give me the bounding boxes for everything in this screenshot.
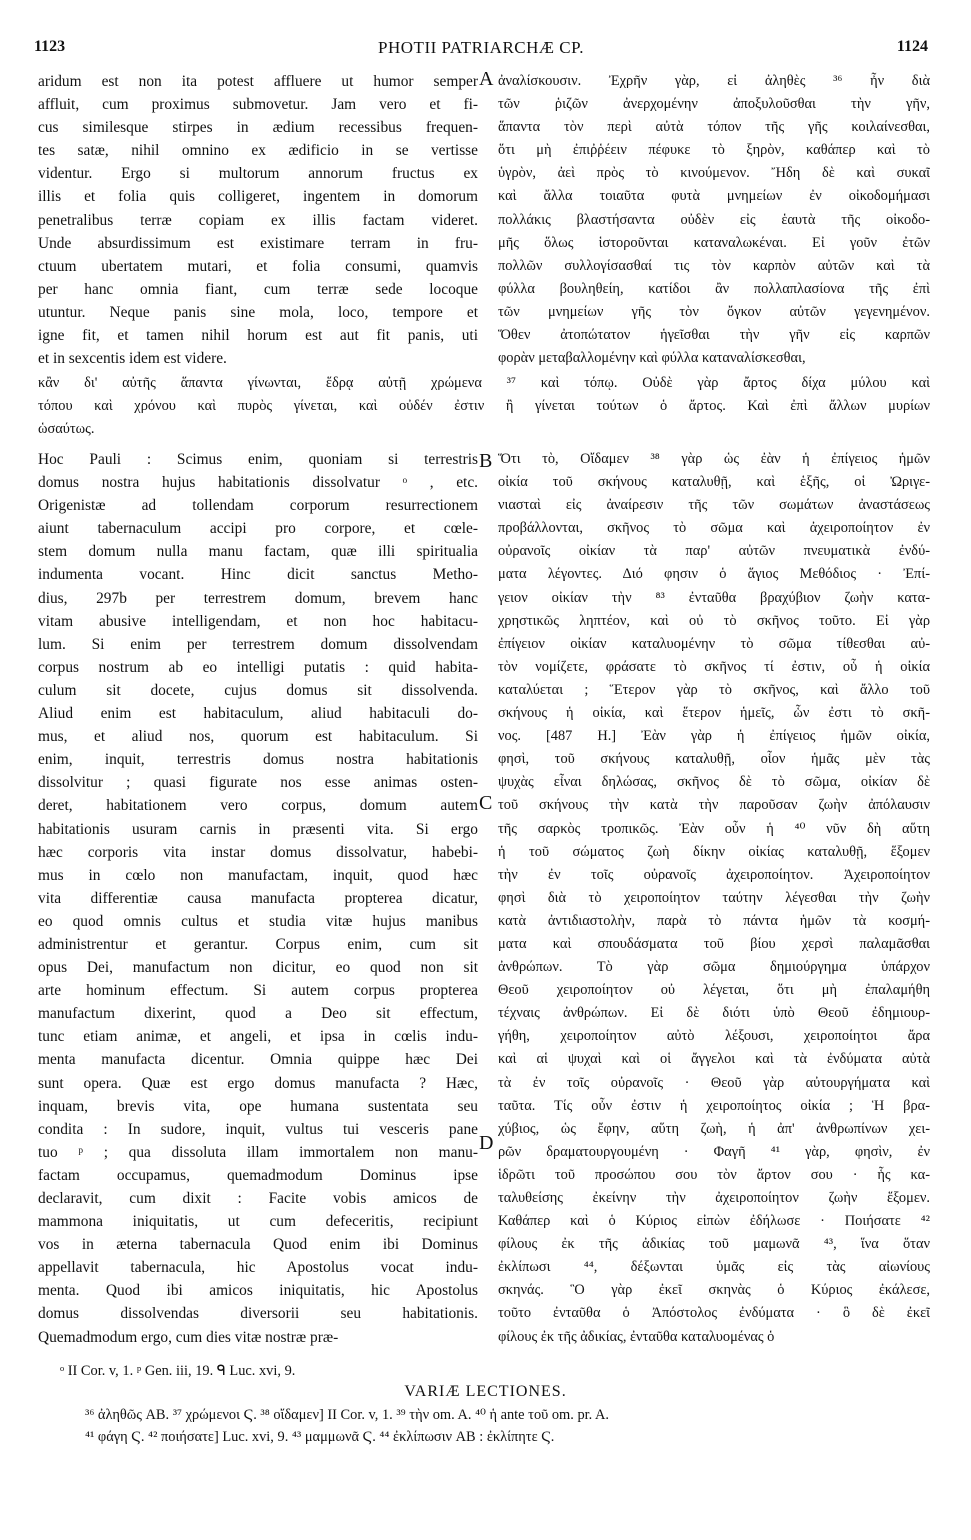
latin-text-line: factam occupamus, quemadmodum Dominus ipse — [38, 1166, 478, 1184]
greek-text-line: πολλάκις βλαστήσαντα οὐδὲν εἰς ἑαυτὰ τῆς οἰκοδο- — [498, 211, 930, 228]
greek-text-line: χρηστικῶς ληπτέον, καὶ οὐ τὸ σκῆνος τοῦτο. Εἰ γὰρ — [498, 612, 930, 629]
section-marker-c: C — [479, 792, 493, 814]
variae-lectiones-title: VARIÆ LECTIONES. — [404, 1383, 567, 1400]
latin-text-line: per hanc omnia fiant, cum terræ sede locoque — [38, 280, 478, 298]
greek-column-main — [498, 448, 930, 1349]
variae-line: ³⁶ ἀληθῶς AB. ³⁷ χρώμενοι Ϛ. ³⁸ οἴδαμεν] II Cor. v, 1. ³⁹ τὴν om. A. ⁴⁰ ἡ ante τοῦ om. pr. A. — [85, 1407, 610, 1423]
latin-text-line: eo quod omnis cultus et studia vitæ hujus manibus — [38, 912, 478, 930]
latin-text-line: menta manufacta dicentur. Omnia quippe hæc Dei — [38, 1051, 478, 1069]
greek-text-line: κατὰ ἀντιδιαστολὴν, παρὰ τὸ πάντα ἡμῶν τὰ κοσμή- — [498, 912, 930, 929]
greek-text-line: τῶν ῥιζῶν ἀνερχομένην ἀποξυλοῦσθαι τὴν γῆν, — [498, 96, 930, 113]
greek-text-line: ἅπαντα τὸν περὶ αὐτὰ τόπον τῆς γῆς κοιλαίνεσθαι, — [498, 119, 930, 136]
latin-text-line: vita differentiæ causa manufacta propterea dicatur, — [38, 889, 478, 907]
greek-text-line: ἐπίγειον οἰκίαν καταλυομένην τὸ σῶμα τίθεσθαι αὐ- — [498, 635, 930, 652]
page-number-left: 1123 — [34, 38, 66, 55]
latin-text-line: videntur. Ergo si multorum annorum fructus ex — [38, 165, 478, 183]
greek-text-line: γειον οἰκίαν τὴν ⁸³ ἐνταῦθα βραχύβιον ζωὴν κατα- — [498, 589, 930, 606]
page-header — [34, 38, 928, 62]
greek-text-line: Ὅθεν ἀτοπώτατον ἡγεῖσθαι τὴν γῆν εἰς καρπῶν — [498, 327, 930, 344]
latin-text-line: Unde absurdissimum est existimare terram in fru- — [38, 234, 478, 252]
latin-text-line: habitationis usuram carnis in præsenti vita. Si ergo — [38, 820, 478, 838]
latin-text-line: penetralibus terræ copiam ex illis factam videret. — [38, 211, 478, 229]
greek-text-line: φησὶ διὰ τὸ χειροποίητον ταύτην λέγεσθαι τὴν ζωὴν — [498, 889, 930, 906]
greek-text-line: τὰ ἐν τοῖς οὐρανοῖς · Θεοῦ γὰρ αὐτουργήματα καὶ — [498, 1074, 930, 1091]
section-marker-b: B — [479, 450, 493, 472]
latin-text-line: vitam abusive intelligendam, et non hoc habitacu- — [38, 612, 478, 630]
latin-text-line: aridum est non ita potest affluere ut humor semper — [38, 73, 478, 90]
greek-text-line: χύβιος, ὡς ἔφην, αὕτη ζωὴ, ἡ ἀπ' ἀνθρωπίνων χει- — [498, 1120, 930, 1137]
latin-text-line: culum sit docete, cujus domus sit dissolvenda. — [38, 681, 478, 699]
latin-text-line: illis et folia quis colligeret, ingentem in domorum — [38, 188, 478, 206]
latin-text-line: enim, inquit, terrestris domus nostra habitationis — [38, 751, 478, 769]
latin-text-line: deret, habitationem vero corpus, domum autem — [38, 797, 478, 815]
greek-text-line: ἱδρῶτι τοῦ προσώπου σου τὸν ἄρτον σου · ἧς κα- — [498, 1166, 930, 1183]
greek-text-line: γήθη, χειροποίητον αὐτὸ λέξουσι, χειροποίητοι ἄρα — [498, 1028, 930, 1045]
latin-text-line: manufactum dixerint, quod a Deo sit effectum, — [38, 1005, 478, 1023]
latin-column-main — [38, 448, 478, 1349]
running-title: PHOTII PATRIARCHÆ CP. — [378, 38, 584, 57]
latin-text-line: et in sexcentis idem est videre. — [38, 350, 227, 368]
latin-text-line: lum. Si enim per terrestrem domum dissolvendam — [38, 635, 478, 653]
latin-text-line: igne fit, et tamen nihil horum est aut fit panis, uti — [38, 327, 478, 345]
variae-line: ⁴¹ φάγη Ϛ. ⁴² ποιήσατε] Luc. xvi, 9. ⁴³ μαμμωνᾶ Ϛ. ⁴⁴ ἐκλίπωσιν AB : ἐκλίπητε Ϛ. — [85, 1429, 555, 1445]
footnotes: ᵒ II Cor. v, 1. ᵖ Gen. iii, 19. ᑫ Luc. xvi, 9. — [60, 1363, 296, 1379]
latin-text-line: Quemadmodum ergo, cum dies vitæ nostræ præ- — [38, 1328, 339, 1346]
greek-text-line: ματα καὶ σπουδάσματα τοῦ βίου χερσὶ παλαμᾶσθαι — [498, 935, 930, 952]
latin-text-line: ctuum ubertatem mutari, et folia consumi, quamvis — [38, 257, 478, 275]
greek-column-top — [498, 70, 930, 370]
greek-text-line: ἡ τοῦ σώματος ζωὴ δίκην οἰκίας καταλυθῇ, ἕξομεν — [498, 843, 930, 860]
greek-text-line: ταλυθείσης ἐκείνην τὴν ἀχειροποίητον ζωὴν ἕξομεν. — [498, 1190, 930, 1206]
latin-text-line: tuo ᵖ ; qua dissoluta illam immortalem non manu- — [38, 1143, 478, 1161]
latin-text-line: tunc etiam animæ, et angeli, et ipsa in cœlis indu- — [38, 1028, 478, 1046]
greek-text-line: φορὰν μεταβαλλομένην καὶ φύλλα καταναλίσκεσθαι, — [498, 350, 806, 367]
greek-text-line: ἀνθρώπων. Τὸ γὰρ σῶμα δημιούργημα ὑπάρχον — [498, 959, 930, 976]
greek-text-line: τοῦ σκήνους τὴν κατὰ τὴν παροῦσαν ζωὴν ἀπόλαυσιν — [498, 797, 930, 814]
latin-text-line: utuntur. Neque panis sine mola, loco, tempore et — [38, 303, 478, 321]
greek-text-line: οὐρανοῖς οἰκίαν τὰ παρ' αὐτῶν πνευματικὰ ἐνδύ- — [498, 543, 930, 560]
latin-text-line: corpus nostrum ab eo intelligi putatis : quid habita- — [38, 658, 478, 676]
greek-text-line: ἐκλίπωσι ⁴⁴, δέξωνται ὑμᾶς εἰς τὰς αἰωνίους — [498, 1259, 930, 1276]
latin-text-line: aiunt tabernaculum accipi pro corpore, et cœle- — [38, 520, 478, 538]
greek-text-line: φίλους ἐκ τῆς ἀδικίας, ἐνταῦθα καταλυομένας ὁ — [498, 1328, 775, 1345]
greek-text-line: οἰκία τοῦ σκήνους καταλυθῇ, καὶ ἑξῆς, οἱ Ὠριγε- — [498, 474, 930, 491]
latin-text-line: mus, et aliud nos, quorum est habitaculum. Si — [38, 728, 478, 746]
greek-text-line: σκήνους ἡ οἰκία, καὶ ἕτερον ἡμεῖς, ὧν ἐστι τὸ σκῆ- — [498, 705, 930, 722]
latin-text-line: cus similesque stirpes in ædium recessibus frequen- — [38, 119, 478, 137]
latin-text-line: Origenistæ ad tollendam corporum resurrectionem — [38, 497, 478, 515]
latin-column-top — [38, 70, 478, 370]
latin-text-line: vos in æterna tabernacula Quod enim ibi Dominus — [38, 1236, 478, 1254]
greek-text-line: ὡσαύτως. — [38, 421, 95, 438]
latin-text-line: hæc corporis vita instar domus dissolvatur, habebi- — [38, 843, 478, 861]
greek-text-line: Ὅτι τὸ, Οἴδαμεν ³⁸ γὰρ ὡς ἐὰν ἡ ἐπίγειος ἡμῶν — [498, 451, 930, 467]
section-marker-d: D — [479, 1132, 494, 1154]
greek-text-line: τοῦτο ἐνταῦθα ὁ Ἀπόστολος ἐνδύματα · ὃ δὲ ἐκεῖ — [498, 1305, 930, 1322]
greek-text-line: κἂν δι' αὐτῆς ἅπαντα γίνωνται, ἕδρᾳ αὐτῇ χρώμενα ³⁷ καὶ τόπῳ. Οὐδὲ γὰρ ἄρτος δίχα μύλου καὶ — [38, 375, 930, 391]
latin-text-line: sunt opera. Quæ est ergo domus manufacta ? Hæc, — [38, 1074, 478, 1092]
latin-text-line: appellavit tabernacula, hic Apostolus vocat indu- — [38, 1259, 478, 1277]
greek-text-line: σκηνάς. Ὃ γὰρ ἐκεῖ σκηνὰς ὁ Κύριος ἐκάλεσε, — [498, 1282, 930, 1299]
greek-text-line: τὸν νομίζετε, φράσατε τὸ σκῆνος τί ἐστιν, οὗ ἡ οἰκία — [498, 658, 930, 675]
greek-text-line: Θεοῦ χειροποίητον οὐ λέγεται, ὅτι μὴ ἐπαλαμήθη — [498, 982, 930, 999]
greek-text-line: τῆς σαρκὸς τροπικῶς. Ἐὰν οὖν ἡ ⁴⁰ νῦν δὴ αὕτη — [498, 820, 930, 837]
latin-text-line: administrentur et gerantur. Corpus enim, cum sit — [38, 935, 478, 953]
greek-text-line: καὶ αἱ ψυχαὶ καὶ οἱ ἄγγελοι καὶ τὰ ἐνδύματα αὐτὰ — [498, 1051, 930, 1068]
greek-text-line: μῆς ὅλως ἱστοροῦνται καταναλωκέναι. Εἰ γοῦν ἐτῶν — [498, 234, 930, 251]
greek-text-line: ταῦτα. Τίς οὖν ἐστιν ἡ χειροποίητος οἰκία ; Ἡ βρα- — [498, 1097, 930, 1114]
greek-text-line: τῶν μνημείων γῆς τὸν ὄγκον αὐτῶν γεγενημένον. — [498, 303, 930, 320]
latin-text-line: mammona iniquitatis, ut cum defeceritis, recipiunt — [38, 1213, 478, 1231]
latin-text-line: tes satæ, nihil omnino ex ædificio in se vertisse — [38, 142, 478, 160]
greek-text-line: τέχναις ἀνθρώπων. Εἰ δὲ διότι ὑπὸ Θεοῦ ἐδημιουρ- — [498, 1005, 930, 1022]
greek-text-line: πολλῶν συλλογίσασθαί τις τὸν καρπὸν αὐτῶν καὶ τὰ — [498, 257, 930, 274]
latin-text-line: mus in cœlo non manufactam, inquit, quod hæc — [38, 866, 478, 884]
latin-text-line: declaravit, cum dixit : Facite vobis amicos de — [38, 1190, 478, 1207]
latin-text-line: indumenta vocant. Hinc dicit sanctus Metho- — [38, 566, 478, 584]
latin-text-line: Hoc Pauli : Scimus enim, quoniam si terrestris — [38, 451, 478, 468]
latin-text-line: condita : In sudore, inquit, vultus tui vesceris pane — [38, 1120, 478, 1138]
latin-text-line: inquam, brevis vita, ope humana sustentata seu — [38, 1097, 478, 1115]
latin-text-line: domus nostra hujus habitationis dissolvatur ᵒ , etc. — [38, 474, 478, 492]
greek-text-line: προβάλλονται, σκῆνος τὸ σῶμα καὶ ἀχειροποίητον ἐν — [498, 520, 930, 537]
latin-text-line: stem domum nulla manu factam, quæ illi spiritualia — [38, 543, 478, 561]
greek-text-line: νιασταὶ εἰς ἀναίρεσιν τῆς τῶν σωμάτων ἀναστάσεως — [498, 497, 930, 514]
greek-text-line: ἀναλίσκουσιν. Ἐχρῆν γὰρ, εἰ ἀληθὲς ³⁶ ἦν διὰ — [498, 73, 930, 89]
greek-text-line: τὴν ἐν τοῖς οὐρανοῖς ἀχειροποίητον. Ἀχειροποίητον — [498, 866, 930, 883]
page-number-right: 1124 — [896, 38, 928, 55]
greek-text-line: φησὶ, τοῦ σκήνους καταλυθῇ, οἷον ἡμᾶς μὲν τὰς — [498, 751, 930, 768]
greek-text-line: φίλους ἐκ τῆς ἀδικίας τοῦ μαμωνᾶ ⁴³, ἵνα ὅταν — [498, 1236, 930, 1253]
greek-text-line: φύλλα βουληθείη, κατίδοι ἂν πολλαπλασίονα τῆς ἐπὶ — [498, 280, 930, 297]
greek-text-line: ψυχὰς εἶναι δηλώσας, σκῆνος δὲ τὸ σῶμα, οἰκίαν δὲ — [498, 774, 930, 791]
greek-text-line: Καθάπερ καὶ ὁ Κύριος εἰπὼν ἐδήλωσε · Ποιήσατε ⁴² — [498, 1213, 930, 1230]
greek-text-line: ὑγρὸν, ἀεὶ πρὸς τὸ κινούμενον. Ἤδη δὲ καὶ συκαῖ — [498, 165, 930, 182]
latin-text-line: arte hominum effectum. Si autem corpus propterea — [38, 982, 478, 1000]
latin-text-line: Aliud enim est habitaculum, aliud habitaculi do- — [38, 705, 478, 723]
greek-text-line: καταλύεται ; Ἕτερον γὰρ τὸ σκῆνος, καὶ ἄλλο τοῦ — [498, 681, 930, 698]
greek-text-line: τόπου καὶ χρόνου καὶ πυρὸς γίνεται, καὶ οὐδέν ἐστιν ἢ γίνεται τούτων ὁ ἄρτος. Καὶ ἐπὶ ἄλλων μυρίων — [38, 398, 930, 415]
latin-text-line: opus Dei, manufactum non dicitur, eo quod non sit — [38, 959, 478, 977]
section-marker-a: A — [479, 68, 494, 90]
latin-text-line: domus dissolvendas diversorii seu habitationis. — [38, 1305, 478, 1323]
greek-text-line: καὶ ἄλλα τοιαῦτα φυτὰ μνημείων ἐν οἰκοδομήμασι — [498, 188, 930, 205]
latin-text-line: menta. Quod ibi amicos iniquitatis, hic Apostolus — [38, 1282, 478, 1300]
greek-text-line: ματα λέγοντες. Διό φησιν ὁ ἅγιος Μεθόδιος · Ἐπί- — [498, 566, 930, 583]
latin-text-line: dius, 297b per terrestrem domum, brevem hanc — [38, 589, 478, 607]
greek-text-line: ὅτι μὴ ἐπιῤῥέειν πέφυκε τὸ ξηρὸν, καθάπερ καὶ τὸ — [498, 142, 930, 159]
greek-text-line: ρῶν δραματουργουμένη · Φαγῆ ⁴¹ γὰρ, φησὶν, ἐν — [498, 1143, 930, 1160]
greek-full-width-text — [38, 372, 930, 441]
greek-text-line: νος. [487 H.] Ἐὰν γὰρ ἡ ἐπίγειος ἡμῶν οἰκία, — [498, 728, 930, 745]
latin-text-line: affluit, cum proximus submovetur. Jam vero et fi- — [38, 96, 478, 114]
latin-text-line: dissolvitur ; quasi figurate nos esse animas osten- — [38, 774, 478, 792]
